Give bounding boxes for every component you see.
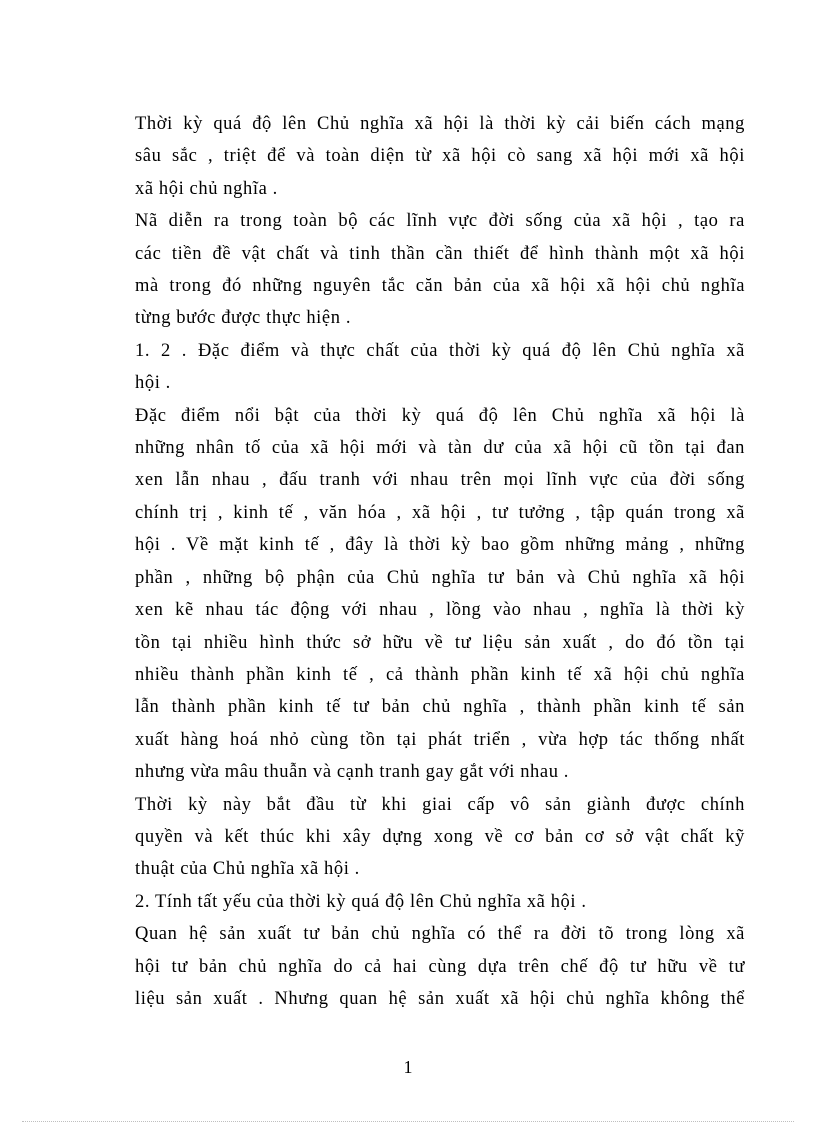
text-line: Thời kỳ này bắt đầu từ khi giai cấp vô sản giành được chính bbox=[135, 794, 745, 815]
text-line: những nhân tố của xã hội mới và tàn dư của xã hội cũ tồn tại đan bbox=[135, 438, 745, 459]
text-line: 1. 2 . Đặc điểm và thực chất của thời kỳ quá độ lên Chủ nghĩa xã bbox=[135, 340, 745, 361]
text-line: sâu sắc , triệt để và toàn diện từ xã hội cò sang xã hội mới xã hội bbox=[135, 146, 745, 167]
text-line: chính trị , kinh tế , văn hóa , xã hội , tư tưởng , tập quán trong xã bbox=[135, 502, 745, 523]
text-line: xen kẽ nhau tác động với nhau , lồng vào nhau , nghĩa là thời kỳ bbox=[135, 600, 745, 621]
text-line: hội . bbox=[135, 373, 171, 394]
paragraph-1 bbox=[135, 108, 745, 205]
text-line: thuật của Chủ nghĩa xã hội . bbox=[135, 859, 360, 880]
text-line: Quan hệ sản xuất tư bản chủ nghĩa có thể ra đời tõ trong lòng xã bbox=[135, 924, 745, 945]
text-line: xen lẫn nhau , đấu tranh với nhau trên mọi lĩnh vực của đời sống bbox=[135, 470, 745, 491]
text-line: hội tư bản chủ nghĩa do cả hai cùng dựa trên chế độ tư hữu về tư bbox=[135, 956, 745, 977]
text-line: nhiều thành phần kinh tế , cả thành phần kinh tế xã hội chủ nghĩa bbox=[135, 664, 745, 685]
page-number: 1 bbox=[403, 1057, 413, 1077]
section-heading-1-2 bbox=[135, 335, 745, 400]
text-line: nhưng vừa mâu thuẫn và cạnh tranh gay gắt với nhau . bbox=[135, 762, 570, 783]
text-line: quyền và kết thúc khi xây dựng xong về cơ bản cơ sở vật chất kỹ bbox=[135, 826, 745, 847]
text-line: hội . Về mặt kinh tế , đây là thời kỳ bao gồm những mảng , những bbox=[135, 535, 745, 556]
text-line: lẫn thành phần kinh tế tư bản chủ nghĩa , thành phần kinh tế sản bbox=[135, 697, 745, 718]
paragraph-2 bbox=[135, 205, 745, 335]
text-line: liệu sản xuất . Nhưng quan hệ sản xuất xã hội chủ nghĩa không thể bbox=[135, 988, 745, 1009]
text-line: Đặc điểm nổi bật của thời kỳ quá độ lên Chủ nghĩa xã hội là bbox=[135, 405, 745, 426]
paragraph-3 bbox=[135, 400, 745, 789]
text-line: mà trong đó những nguyên tắc căn bản của xã hội xã hội chủ nghĩa bbox=[135, 276, 745, 297]
section-heading-2 bbox=[135, 886, 745, 918]
text-line: Nã diễn ra trong toàn bộ các lĩnh vực đời sống của xã hội , tạo ra bbox=[135, 211, 745, 232]
text-line: các tiền đề vật chất và tinh thần cần thiết để hình thành một xã hội bbox=[135, 243, 745, 264]
paragraph-5 bbox=[135, 918, 745, 1015]
text-line: 2. Tính tất yếu của thời kỳ quá độ lên Chủ nghĩa xã hội . bbox=[135, 891, 587, 912]
document-body bbox=[135, 108, 745, 1015]
text-line: phần , những bộ phận của Chủ nghĩa tư bản và Chủ nghĩa xã hội bbox=[135, 567, 745, 588]
text-line: Thời kỳ quá độ lên Chủ nghĩa xã hội là thời kỳ cải biến cách mạng bbox=[135, 114, 745, 134]
text-line: tồn tại nhiều hình thức sở hữu về tư liệu sản xuất , do đó tồn tại bbox=[135, 632, 745, 653]
paragraph-4 bbox=[135, 789, 745, 886]
text-line: xã hội chủ nghĩa . bbox=[135, 178, 278, 199]
text-line: xuất hàng hoá nhỏ cùng tồn tại phát triển , vừa hợp tác thống nhất bbox=[135, 729, 745, 750]
page-bottom-border bbox=[22, 1121, 794, 1122]
text-line: từng bước được thực hiện . bbox=[135, 308, 352, 329]
